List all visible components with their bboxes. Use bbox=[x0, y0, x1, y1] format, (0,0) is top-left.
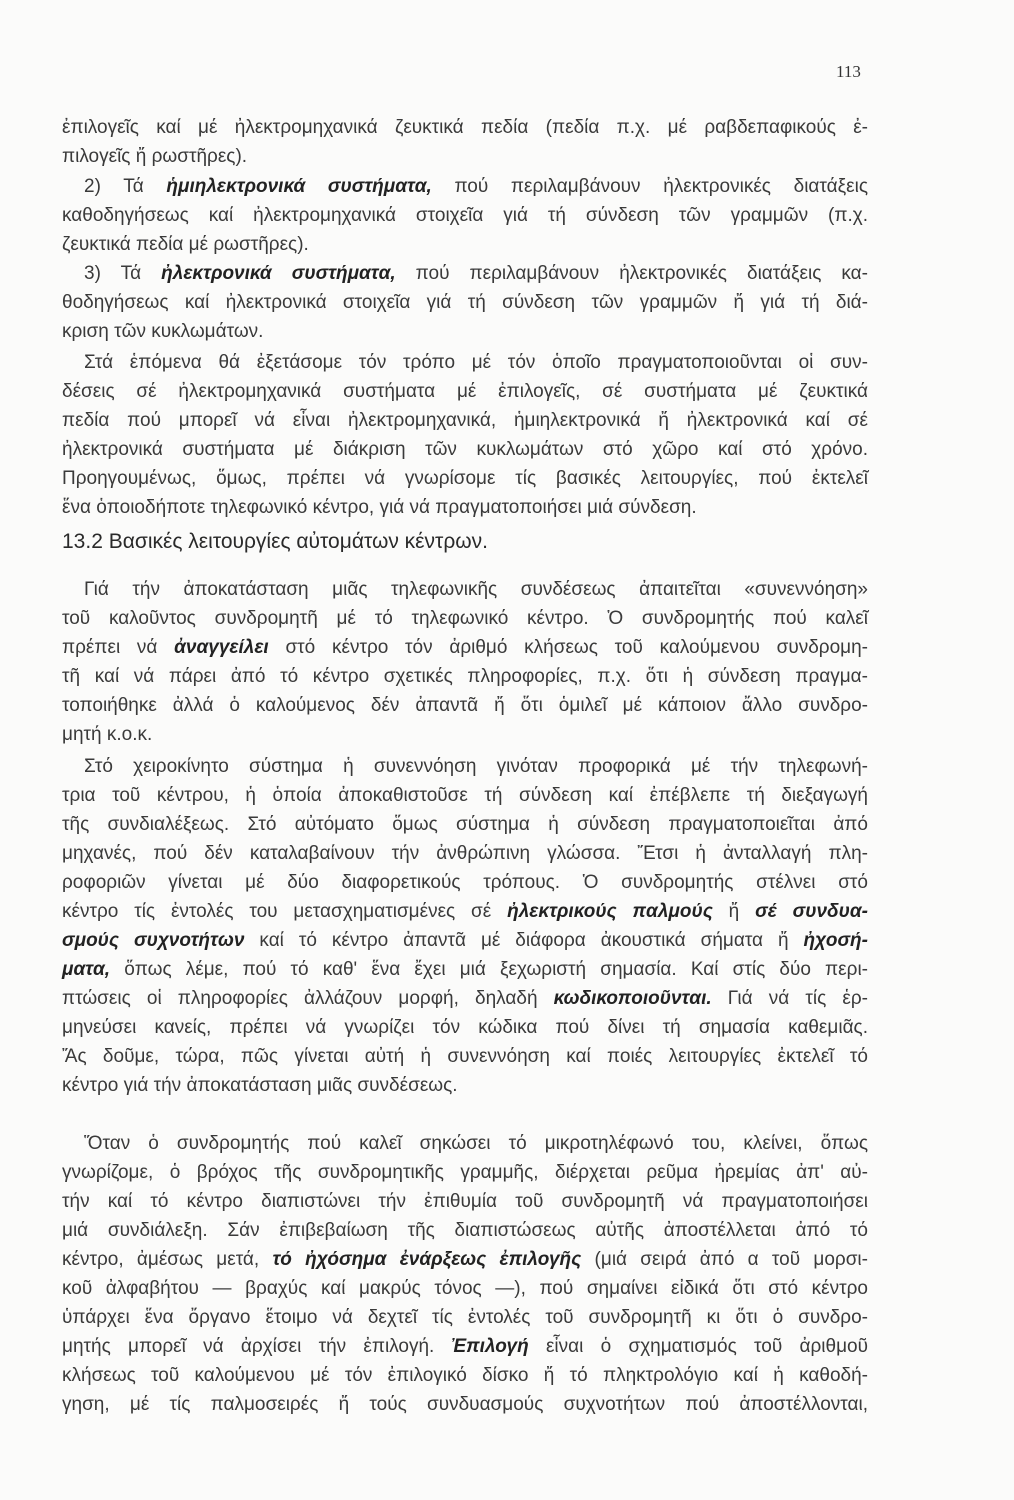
text-line: Ὅταν ὁ συνδρομητής πού καλεῖ σηκώσει τό μικροτηλέφωνό του, κλείνει, ὅπως bbox=[84, 1133, 868, 1154]
section-heading: 13.2 Βασικές λειτουργίες αὐτομάτων κέντρων. bbox=[62, 530, 489, 553]
text-line: μηχανές, πού δέν καταλαβαίνουν τήν ἀνθρώπινη γλώσσα. Ἔτσι ἡ ἀνταλλαγή πλη- bbox=[62, 843, 868, 864]
emphasized-term: ἠχοσή- bbox=[803, 930, 868, 951]
text-line: Στό χειροκίνητο σύστημα ἡ συνεννόηση γινόταν προφορικά μέ τήν τηλεφωνή- bbox=[84, 756, 868, 777]
text-segment: πρέπει νά bbox=[62, 637, 175, 658]
text-line: τήν καί τό κέντρο διαπιστώνει τήν ἐπιθυμία τοῦ συνδρομητῆ νά πραγματοποιήσει bbox=[62, 1191, 868, 1212]
text-line: δέσεις σέ ἠλεκτρομηχανικά συστήματα μέ ἐπιλογεῖς, σέ συστήματα μέ ζευκτικά bbox=[62, 381, 868, 402]
text-segment: Γιά νά τίς ἑρ- bbox=[711, 988, 868, 1009]
list-item-semi-electronic bbox=[62, 172, 868, 259]
text-segment: καί τό κέντρο ἀπαντᾶ μέ διάφορα ἀκουστικά σήματα ἤ bbox=[244, 930, 804, 951]
text-line: κέντρο γιά τήν ἀποκατάσταση μιᾶς συνδέσεως. bbox=[62, 1075, 458, 1096]
text-line: ἕνα ὁποιοδήποτε τηλεφωνικό κέντρο, γιά νά πραγματοποιήσει μιά σύνδεση. bbox=[62, 497, 697, 518]
text-line bbox=[62, 1245, 868, 1274]
text-segment: κέντρο τίς ἐντολές του μετασχηματισμένες σέ bbox=[62, 901, 508, 922]
text-line: μηνεύσει κανείς, πρέπει νά γνωρίζει τόν κώδικα πού δίνει τή σημασία καθεμιᾶς. bbox=[62, 1017, 868, 1038]
emphasized-term: Ἐπιλογή bbox=[451, 1336, 529, 1357]
text-segment: ὅπως λέμε, πού τό καθ' ἕνα ἔχει μιά ξεχωριστή σημασία. Καί στίς δύο περι- bbox=[110, 959, 868, 980]
paragraph-communication bbox=[62, 575, 868, 749]
text-line bbox=[62, 1332, 868, 1361]
text-line: κριση τῶν κυκλωμάτων. bbox=[62, 321, 264, 342]
text-line: Στά ἑπόμενα θά ἐξετάσομε τόν τρόπο μέ τόν ὁποῖο πραγματοποιοῦνται οἱ συν- bbox=[84, 352, 868, 373]
text-line: ροφοριῶν γίνεται μέ δύο διαφορετικούς τρόπους. Ὁ συνδρομητής στέλνει στό bbox=[62, 872, 868, 893]
page-number: 113 bbox=[836, 62, 861, 81]
emphasized-term: ἠλεκτρονικά συστήματα, bbox=[161, 263, 396, 284]
text-segment: πού περιλαμβάνουν ἠλεκτρονικές διατάξεις κα- bbox=[395, 263, 868, 284]
list-item-electronic bbox=[62, 259, 868, 346]
text-line: τρια τοῦ κέντρου, ἡ ὁποία ἀποκαθιστοῦσε τή σύνδεση καί ἐπέβλεπε τή διεξαγωγή bbox=[62, 785, 868, 806]
emphasized-term: τό ἠχόσημα ἐνάρξεως ἐπιλογῆς bbox=[272, 1249, 582, 1270]
text-line: ἠλεκτρονικά συστήματα μέ διάκριση τῶν κυκλωμάτων στό χῶρο καί στό χρόνο. bbox=[62, 439, 868, 460]
text-line: Προηγουμένως, ὅμως, πρέπει νά γνωρίσομε τίς βασικές λειτουργίες, πού ἐκτελεῖ bbox=[62, 468, 868, 489]
text-line: θοδηγήσεως καί ἠλεκτρονικά στοιχεῖα γιά τή σύνδεση τῶν γραμμῶν ἤ γιά τή διά- bbox=[62, 292, 868, 313]
text-line: γνωρίζομε, ὁ βρόχος τῆς συνδρομητικῆς γραμμῆς, διέρχεται ρεῦμα ἠρεμίας ἀπ' αὐ- bbox=[62, 1162, 868, 1183]
text-segment: ἤ bbox=[712, 901, 756, 922]
paragraph-continuation bbox=[62, 113, 868, 171]
text-line: μιά συνδιάλεξη. Σάν ἐπιβεβαίωση τῆς διαπιστώσεως αὐτῆς ἀποστέλλεται ἀπό τό bbox=[62, 1220, 868, 1241]
text-segment: (μιά σειρά ἀπό α τοῦ μορσι- bbox=[581, 1249, 868, 1270]
text-line bbox=[62, 897, 868, 926]
emphasized-term: σέ συνδυα- bbox=[755, 901, 868, 922]
text-line bbox=[62, 984, 868, 1013]
text-line: Γιά τήν ἀποκατάσταση μιᾶς τηλεφωνικῆς συνδέσεως ἀπαιτεῖται «συνεννόηση» bbox=[84, 579, 868, 600]
text-line: ζευκτικά πεδία μέ ρωστῆρες). bbox=[62, 234, 309, 255]
text-line: τοποιήθηκε ἀλλά ὁ καλούμενος δέν ἀπαντᾶ ἤ ὅτι ὁμιλεῖ μέ κάποιον ἄλλο συνδρο- bbox=[62, 695, 868, 716]
text-line: μητή κ.ο.κ. bbox=[62, 724, 153, 745]
text-line: ὑπάρχει ἕνα ὄργανο ἕτοιμο νά δεχτεῖ τίς ἐντολές τοῦ συνδρομητῆ κι ὅτι ὁ συνδρο- bbox=[62, 1307, 868, 1328]
text-line bbox=[62, 172, 868, 201]
text-line: τοῦ καλοῦντος συνδρομητῆ μέ τό τηλεφωνικό κέντρο. Ὁ συνδρομητής πού καλεῖ bbox=[62, 608, 868, 629]
text-line: πεδία πού μπορεῖ νά εἶναι ἠλεκτρομηχανικά, ἡμιηλεκτρονικά ἤ ἠλεκτρονικά καί σέ bbox=[62, 410, 868, 431]
emphasized-term: ἠλεκτρικούς παλμούς bbox=[507, 901, 713, 922]
text-segment: εἶναι ὁ σχηματισμός τοῦ ἀριθμοῦ bbox=[528, 1336, 869, 1357]
text-segment: πού περιλαμβάνουν ἠλεκτρονικές διατάξεις bbox=[431, 176, 868, 197]
text-segment: 2) Τά bbox=[84, 176, 167, 197]
text-line: τῆς συνδιαλέξεως. Στό αὐτόματο ὅμως σύστημα ἡ σύνδεση πραγματοποιεῖται ἀπό bbox=[62, 814, 868, 835]
text-segment: μητής μπορεῖ νά ἀρχίσει τήν ἐπιλογή. bbox=[62, 1336, 452, 1357]
text-segment: κέντρο, ἀμέσως μετά, bbox=[62, 1249, 273, 1270]
text-line: καθοδηγήσεως καί ἠλεκτρομηχανικά στοιχεῖα γιά τή σύνδεση τῶν γραμμῶν (π.χ. bbox=[62, 205, 868, 226]
text-segment: πτώσεις οἱ πληροφορίες ἀλλάζουν μορφή, δηλαδή bbox=[62, 988, 554, 1009]
emphasized-term: ἡμιηλεκτρονικά συστήματα, bbox=[166, 176, 432, 197]
text-line: πιλογεῖς ἤ ρωστῆρες). bbox=[62, 146, 248, 167]
emphasized-term: σμούς συχνοτήτων bbox=[62, 930, 245, 951]
text-segment: στό κέντρο τόν ἀριθμό κλήσεως τοῦ καλούμενου συνδρομη- bbox=[268, 637, 869, 658]
text-line: κλήσεως τοῦ καλούμενου μέ τόν ἐπιλογικό δίσκο ἤ τό πληκτρολόγιο καί ἡ καθοδή- bbox=[62, 1365, 868, 1386]
text-line bbox=[62, 955, 868, 984]
text-line: τῆ καί νά πάρει ἀπό τό κέντρο σχετικές πληροφορίες, π.χ. ὅτι ἡ σύνδεση πραγμα- bbox=[62, 666, 868, 687]
emphasized-term: κωδικοποιοῦνται. bbox=[553, 988, 712, 1009]
text-line bbox=[62, 926, 868, 955]
paragraph-intro bbox=[62, 348, 868, 522]
text-segment: 3) Τά bbox=[84, 263, 162, 284]
text-line: κοῦ ἀλφαβήτου — βραχύς καί μακρύς τόνος —), πού σημαίνει εἰδικά ὅτι στό κέντρο bbox=[62, 1278, 868, 1299]
text-line bbox=[62, 259, 868, 288]
text-line bbox=[62, 633, 868, 662]
paragraph-dial-tone bbox=[62, 1129, 868, 1419]
emphasized-term: ἀναγγείλει bbox=[174, 637, 269, 658]
emphasized-term: ματα, bbox=[62, 959, 111, 980]
text-line: γηση, μέ τίς παλμοσειρές ἤ τούς συνδυασμούς συχνοτήτων πού ἀποστέλλονται, bbox=[62, 1394, 868, 1415]
text-line: ἐπιλογεῖς καί μέ ἠλεκτρομηχανικά ζευκτικά πεδία (πεδία π.χ. μέ ραβδεπαφικούς ἐ- bbox=[62, 117, 868, 138]
paragraph-manual-vs-automatic bbox=[62, 752, 868, 1100]
text-line: Ἄς δοῦμε, τώρα, πῶς γίνεται αὐτή ἡ συνεννόηση καί ποιές λειτουργίες ἐκτελεῖ τό bbox=[62, 1046, 868, 1067]
